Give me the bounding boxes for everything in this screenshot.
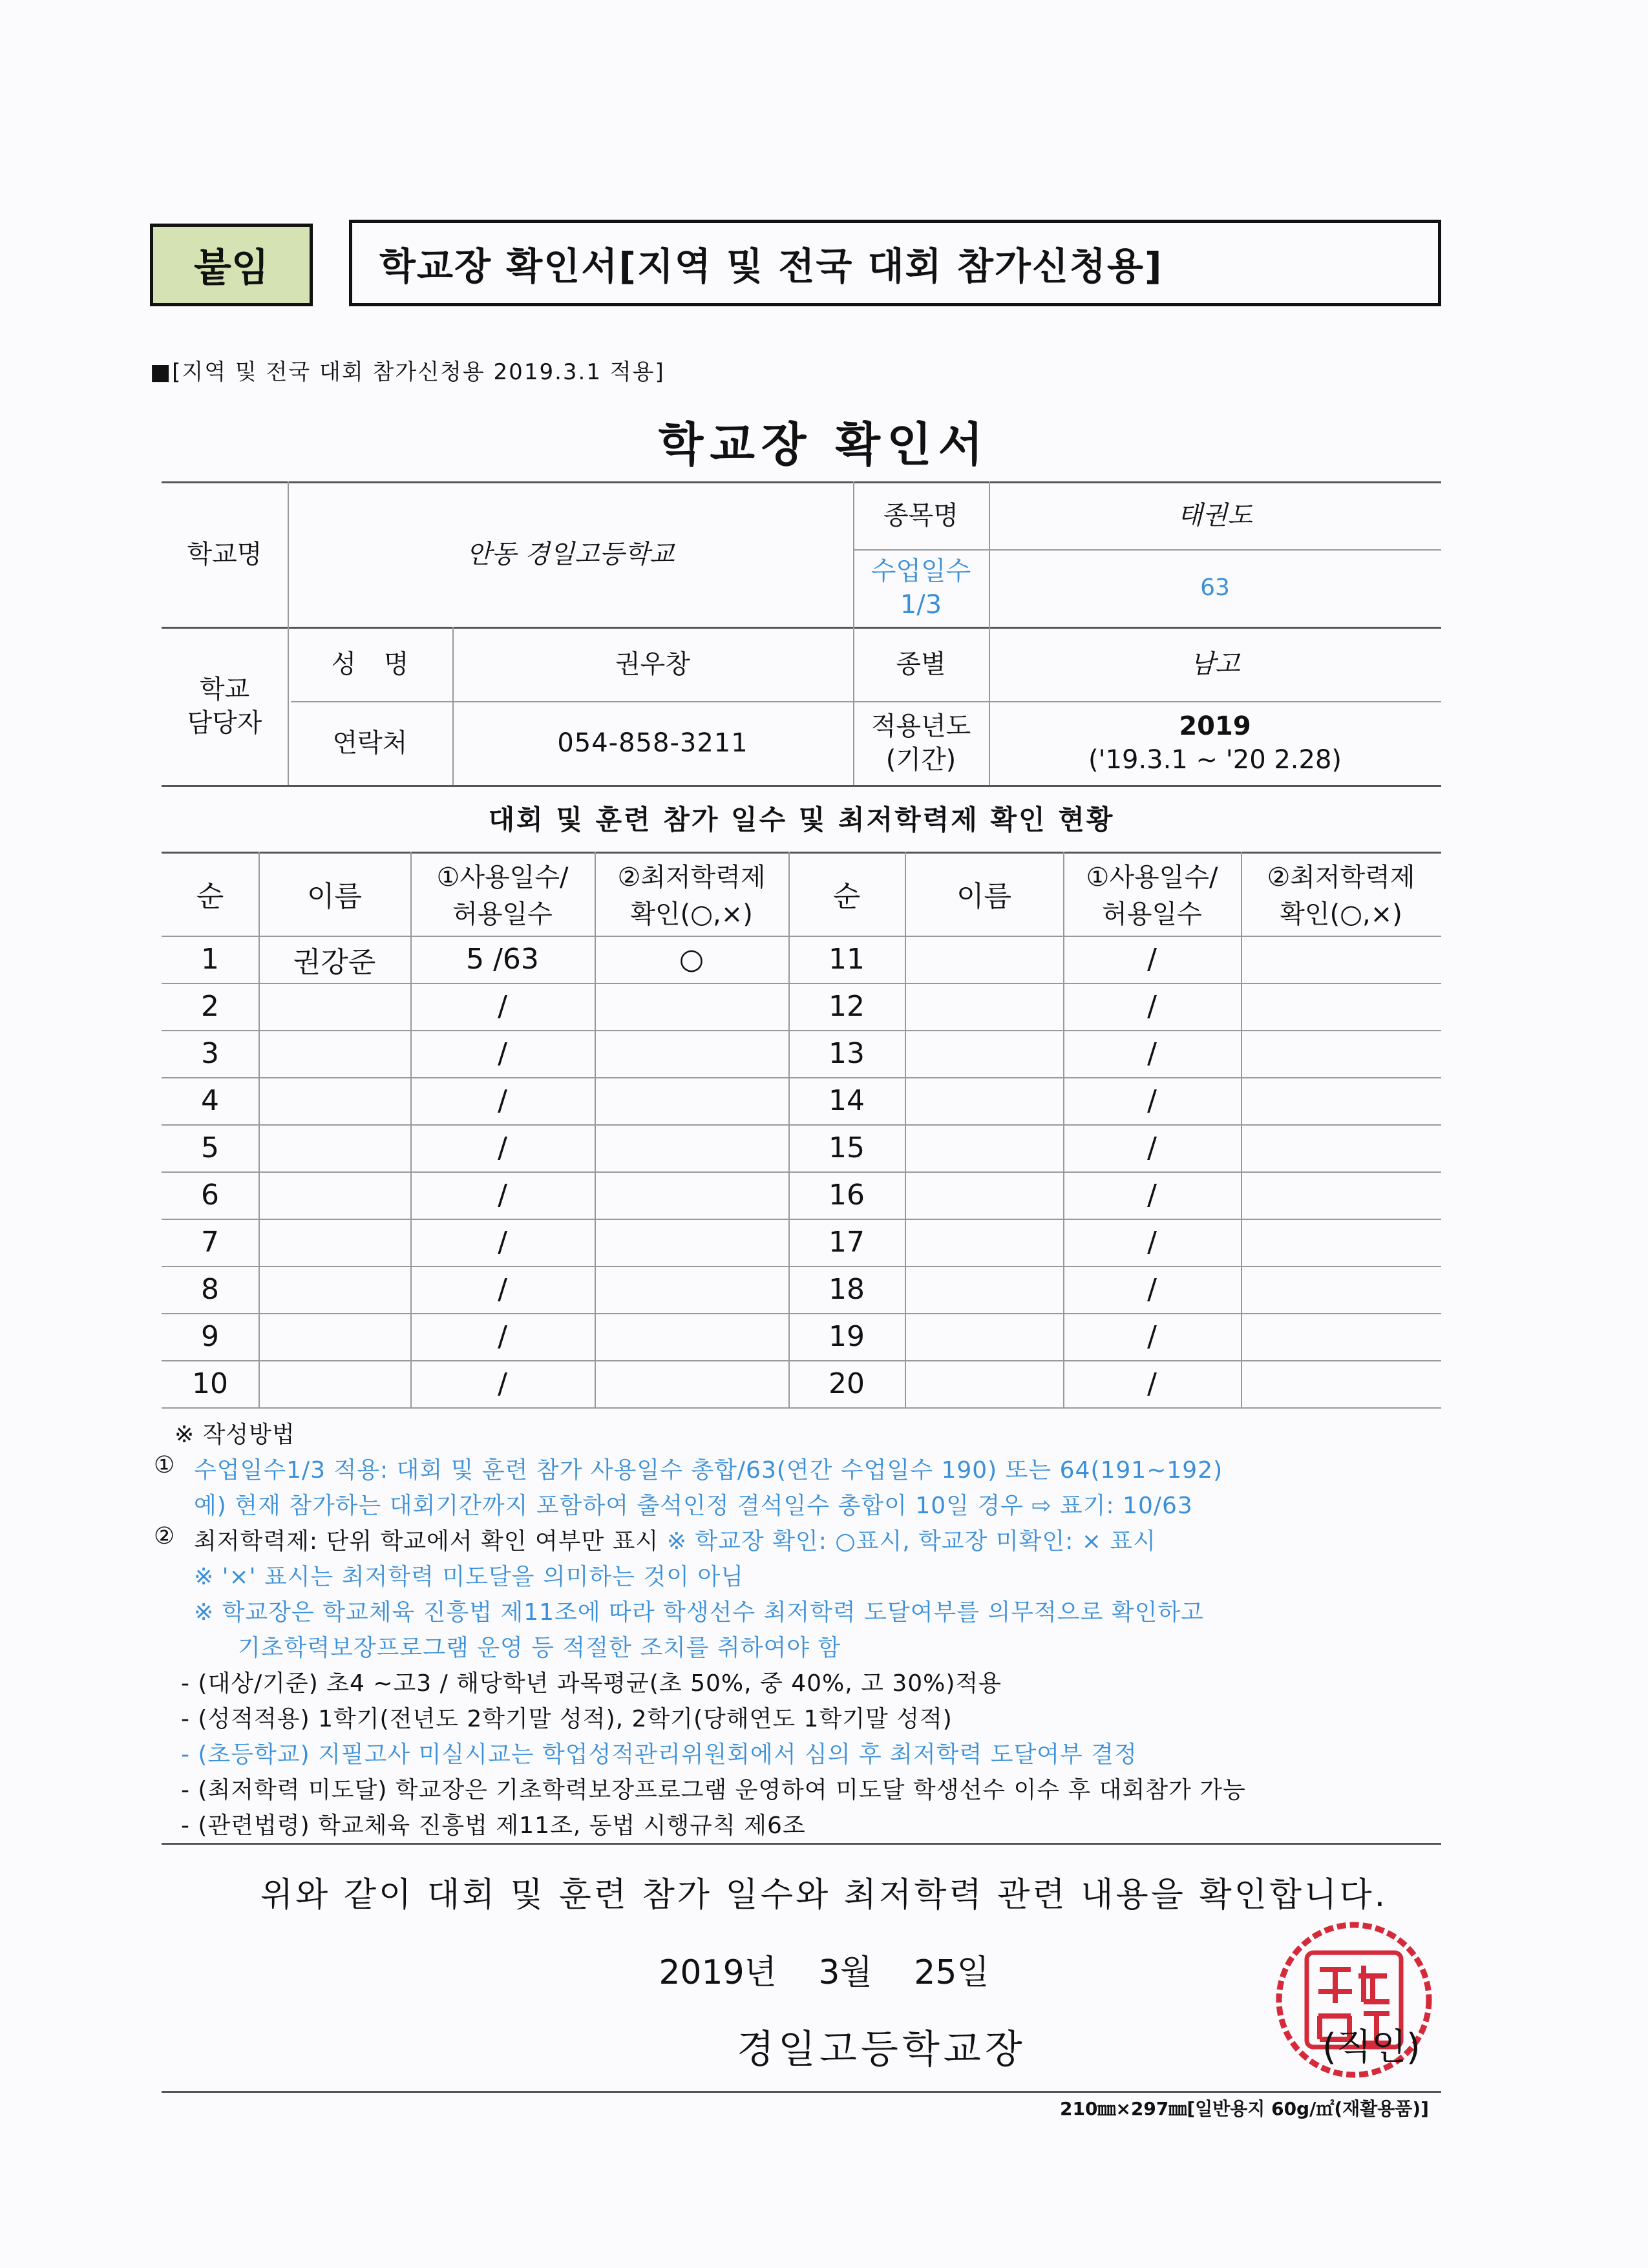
note-1-line2: 예) 현재 참가하는 대회기간까지 포함하여 출석인정 결석일수 총합이 10일 경우 ⇨ 표기: 10/63: [194, 1493, 1193, 1519]
note-1-line1: 수업일수1/3 적용: 대회 및 훈련 참가 사용일수 총합/63(연간 수업일수 190) 또는 64(191~192): [194, 1457, 1223, 1484]
manager-label-line2: 담당자: [187, 708, 262, 738]
left-row-8-check: [595, 1266, 788, 1313]
year-value-period: ('19.3.1 ~ '20 2.28): [1088, 745, 1342, 775]
year-value-year: 2019: [1179, 711, 1251, 741]
right-row-19-days: /: [1147, 1320, 1157, 1353]
right-row-14-days: /: [1147, 1084, 1157, 1117]
right-row-12-name: [905, 983, 1063, 1030]
left-row-4-no: 4: [201, 1084, 219, 1117]
left-row-9-name: [259, 1313, 410, 1360]
left-row-8-name: [259, 1266, 410, 1313]
col-header-check-line1: ②최저학력제: [1267, 863, 1415, 892]
left-row-1-days: 5 /63: [466, 943, 539, 976]
right-row-15-check: [1241, 1124, 1441, 1171]
right-row-17-no: 17: [829, 1226, 865, 1259]
left-row-7-name: [259, 1219, 410, 1266]
right-row-11-days: /: [1147, 943, 1157, 976]
col-header-name-right: 이름: [956, 880, 1011, 913]
left-row-3-days: /: [498, 1037, 507, 1070]
left-row-6-check: [595, 1171, 788, 1219]
note-detail-2: - (성적적용) 1학기(전년도 2학기말 성적), 2학기(당해연도 1학기말 성적): [181, 1706, 953, 1732]
left-row-3-check: [595, 1030, 788, 1077]
right-row-11-no: 11: [829, 943, 865, 976]
note-2-line1: [194, 1523, 1156, 1556]
contact-value: 054-858-3211: [557, 728, 748, 758]
note-2-line1-black: 최저학력제: 단위 학교에서 확인 여부만 표시: [194, 1528, 659, 1555]
manager-label: [162, 627, 288, 785]
header-title: 학교장 확인서[지역 및 전국 대회 참가신청용]: [349, 220, 1441, 306]
left-row-10-check: [595, 1360, 788, 1407]
left-row-1-name: 권강준: [293, 945, 376, 979]
note-detail-3: - (초등학교) 지필고사 미실시교는 학업성적관리위원회에서 심의 후 최저학력 도달여부 결정: [181, 1741, 1137, 1768]
kind-label: 종별: [896, 649, 946, 679]
note-2-line4: 기초학력보장프로그램 운영 등 적절한 조치를 취하여야 함: [238, 1635, 841, 1661]
right-row-15-name: [905, 1124, 1063, 1171]
col-header-check-right: [1241, 852, 1441, 936]
name-label: 성 명: [331, 649, 409, 679]
right-row-14-name: [905, 1077, 1063, 1124]
note-1-marker: ①: [154, 1452, 176, 1478]
note-detail-1: - (대상/기준) 초4 ~고3 / 해당학년 과목평균(초 50%, 중 40%, 고 30%)적용: [181, 1670, 1002, 1697]
right-row-17-name: [905, 1219, 1063, 1266]
col-header-check-line2: 확인(○,×): [630, 899, 753, 929]
left-row-6-name: [259, 1171, 410, 1219]
left-row-6-days: /: [498, 1179, 507, 1212]
document-title: 학교장 확인서: [658, 417, 990, 472]
confirmation-statement: 위와 같이 대회 및 훈련 참가 일수와 최저학력 관련 내용을 확인합니다.: [260, 1876, 1388, 1915]
right-row-15-days: /: [1147, 1131, 1157, 1164]
left-row-7-days: /: [498, 1226, 507, 1259]
right-row-18-no: 18: [829, 1273, 865, 1306]
school-value: 안동 경일고등학교: [466, 539, 675, 569]
attachment-tag: 붙임: [150, 224, 313, 306]
left-row-4-days: /: [498, 1084, 507, 1117]
sport-value: 태권도: [1178, 500, 1252, 530]
year-label-line2: (기간): [885, 745, 956, 775]
left-row-10-days: /: [498, 1367, 507, 1400]
right-row-13-check: [1241, 1030, 1441, 1077]
right-row-19-check: [1241, 1313, 1441, 1360]
left-row-5-check: [595, 1124, 788, 1171]
left-row-3-no: 3: [201, 1037, 219, 1070]
col-header-days-right: [1063, 852, 1241, 936]
right-row-14-check: [1241, 1077, 1441, 1124]
name-value: 권우창: [615, 649, 690, 679]
right-row-14-no: 14: [829, 1084, 865, 1117]
right-row-17-days: /: [1147, 1226, 1157, 1259]
right-row-13-no: 13: [829, 1037, 865, 1070]
left-row-2-days: /: [498, 990, 507, 1023]
left-row-5-no: 5: [201, 1131, 219, 1164]
col-header-name-left: 이름: [306, 880, 362, 913]
table-rule: [162, 785, 1441, 787]
year-value: [989, 701, 1441, 785]
status-section-title: 대회 및 훈련 참가 일수 및 최저학력제 확인 현황: [488, 804, 1115, 835]
right-row-16-check: [1241, 1171, 1441, 1219]
col-header-days-line1: ①사용일수/: [1086, 863, 1218, 892]
contact-label: 연락처: [332, 728, 408, 758]
right-row-19-no: 19: [829, 1320, 865, 1353]
notes-bottom-rule: [162, 1843, 1441, 1845]
left-row-9-days: /: [498, 1320, 507, 1353]
year-label-line1: 적용년도: [871, 711, 971, 741]
page-bottom-rule: [162, 2091, 1441, 2093]
left-row-9-check: [595, 1313, 788, 1360]
right-row-16-name: [905, 1171, 1063, 1219]
note-2-marker: ②: [154, 1523, 176, 1549]
left-row-7-no: 7: [201, 1226, 219, 1259]
kind-value: 남고: [1190, 649, 1240, 679]
right-row-11-name: [905, 936, 1063, 983]
left-row-10-name: [259, 1360, 410, 1407]
right-row-11-check: [1241, 936, 1441, 983]
left-row-9-no: 9: [201, 1320, 219, 1353]
col-header-check-line1: ②최저학력제: [617, 863, 766, 892]
class-days-value: 63: [1200, 574, 1230, 601]
right-row-12-days: /: [1147, 990, 1157, 1023]
right-row-19-name: [905, 1313, 1063, 1360]
note-2-line1-blue: ※ 학교장 확인: ○표시, 학교장 미확인: × 표시: [666, 1528, 1156, 1555]
school-label: 학교명: [187, 539, 262, 569]
right-row-18-check: [1241, 1266, 1441, 1313]
left-row-5-days: /: [498, 1131, 507, 1164]
col-header-no-right: 순: [832, 880, 861, 913]
manager-label-line1: 학교: [199, 674, 250, 704]
left-row-6-no: 6: [201, 1179, 219, 1212]
right-row-12-no: 12: [829, 990, 865, 1023]
right-row-12-check: [1241, 983, 1441, 1030]
left-row-5-name: [259, 1124, 410, 1171]
notes-heading: ※ 작성방법: [174, 1422, 295, 1448]
col-header-no-left: 순: [196, 880, 224, 913]
right-row-13-name: [905, 1030, 1063, 1077]
col-header-check-left: [595, 852, 788, 936]
right-row-18-name: [905, 1266, 1063, 1313]
left-row-1-no: 1: [201, 943, 219, 976]
left-row-10-no: 10: [192, 1367, 228, 1400]
class-days-fraction: 1/3: [900, 590, 942, 620]
sport-label: 종목명: [883, 500, 958, 530]
class-days-label: [853, 549, 989, 627]
left-row-2-name: [259, 983, 410, 1030]
right-row-13-days: /: [1147, 1037, 1157, 1070]
left-row-7-check: [595, 1219, 788, 1266]
left-row-4-check: [595, 1077, 788, 1124]
seal-mark: (직인): [1322, 2026, 1421, 2068]
right-row-17-check: [1241, 1219, 1441, 1266]
left-row-3-name: [259, 1030, 410, 1077]
left-row-8-no: 8: [201, 1273, 219, 1306]
signer-title: 경일고등학교장: [737, 2027, 1026, 2072]
col-header-days-line2: 허용일수: [1102, 899, 1202, 929]
col-header-days-left: [410, 852, 595, 936]
rule-note: ■[지역 및 전국 대회 참가신청용 2019.3.1 적용]: [150, 359, 665, 385]
left-row-8-days: /: [498, 1273, 507, 1306]
grid-row-rule: [162, 1407, 1441, 1409]
right-row-20-name: [905, 1360, 1063, 1407]
left-row-2-no: 2: [201, 990, 219, 1023]
right-row-16-no: 16: [829, 1179, 865, 1212]
year-label: [853, 701, 989, 785]
issue-date: 2019년 3월 25일: [659, 1953, 989, 1992]
right-row-16-days: /: [1147, 1179, 1157, 1212]
note-2-line2: ※ '×' 표시는 최저학력 미도달을 의미하는 것이 아님: [194, 1564, 744, 1590]
col-header-days-line1: ①사용일수/: [436, 863, 569, 892]
left-row-2-check: [595, 983, 788, 1030]
left-row-1-check: ○: [679, 943, 704, 976]
note-2-line3: ※ 학교장은 학교체육 진흥법 제11조에 따라 학생선수 최저학력 도달여부를 의무적으로 확인하고: [194, 1599, 1204, 1626]
right-row-15-no: 15: [829, 1131, 865, 1164]
right-row-18-days: /: [1147, 1273, 1157, 1306]
col-header-days-line2: 허용일수: [452, 899, 553, 929]
paper-spec: 210㎜×297㎜[일반용지 60g/㎡(재활용품)]: [1060, 2098, 1429, 2119]
col-header-check-line2: 확인(○,×): [1280, 899, 1402, 929]
right-row-20-check: [1241, 1360, 1441, 1407]
left-row-4-name: [259, 1077, 410, 1124]
note-detail-5: - (관련법령) 학교체육 진흥법 제11조, 동법 시행규칙 제6조: [181, 1812, 806, 1839]
note-detail-4: - (최저학력 미도달) 학교장은 기초학력보장프로그램 운영하여 미도달 학생선수 이수 후 대회참가 가능: [181, 1777, 1246, 1803]
class-days-label-text: 수업일수: [871, 556, 971, 586]
right-row-20-no: 20: [829, 1367, 865, 1400]
right-row-20-days: /: [1147, 1367, 1157, 1400]
